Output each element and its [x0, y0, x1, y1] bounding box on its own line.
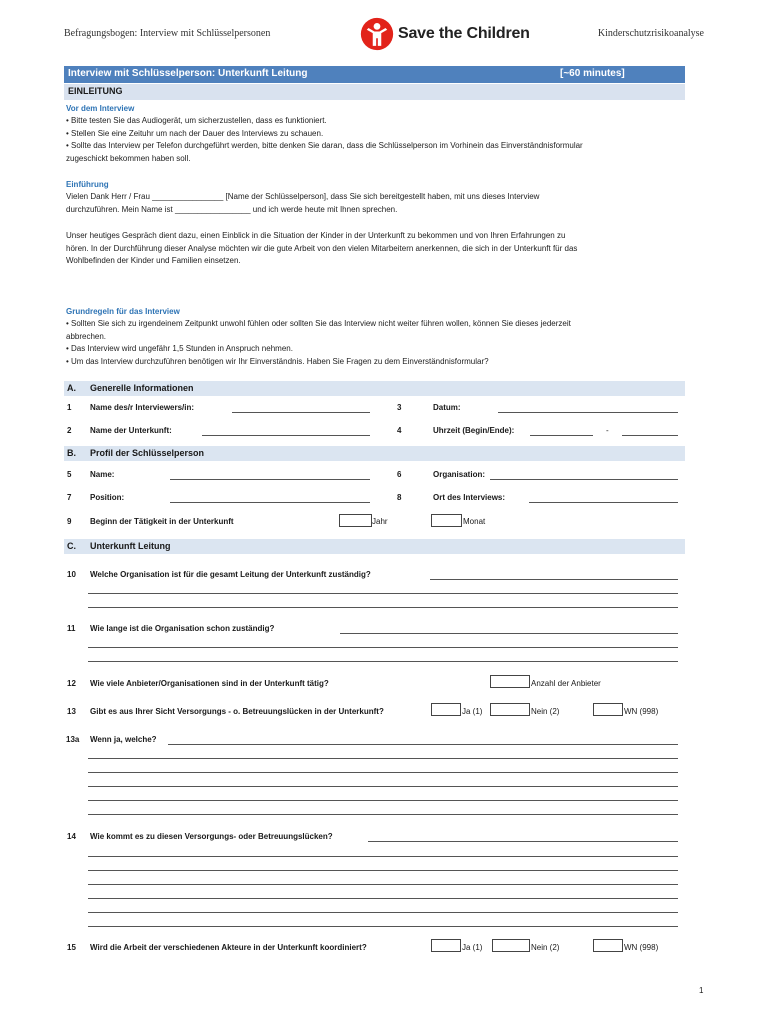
interview-title-bar: [64, 66, 685, 83]
q10-label: Welche Organisation ist für die gesamt Leitung der Unterkunft zuständig?: [90, 570, 371, 579]
section-b-bar: [64, 446, 685, 461]
text-line: hören. In der Durchführung dieser Analyse möchten wir die gute Arbeit von den vielen Mitarbeitern anerkennen, die sich in der Unterkunft für das: [66, 243, 578, 253]
q13-nein-label: Nein (2): [531, 707, 560, 716]
vor-dem-interview-list: [66, 115, 686, 165]
question-number: 8: [397, 493, 402, 502]
q14-label: Wie kommt es zu diesen Versorgungs- oder Betreuungslücken?: [90, 832, 333, 841]
q11-answer-line[interactable]: [88, 661, 678, 662]
q13-nein-checkbox[interactable]: [490, 703, 530, 716]
time-begin-field[interactable]: [530, 435, 593, 436]
start-year-box[interactable]: [339, 514, 372, 527]
q11-answer-line[interactable]: [88, 647, 678, 648]
q13-wn-checkbox[interactable]: [593, 703, 623, 716]
q13a-label: Wenn ja, welche?: [90, 735, 157, 744]
q14-answer-line[interactable]: [88, 912, 678, 913]
question-number: 4: [397, 426, 402, 435]
provider-count-box[interactable]: [490, 675, 530, 688]
save-the-children-emblem-icon: [360, 17, 394, 51]
start-month-box[interactable]: [431, 514, 462, 527]
q15-ja-checkbox[interactable]: [431, 939, 461, 952]
q15-wn-checkbox[interactable]: [593, 939, 623, 952]
q10-answer-line[interactable]: [88, 607, 678, 608]
person-name-label: Name:: [90, 470, 115, 479]
interview-location-field[interactable]: [529, 502, 678, 503]
list-item: abbrechen.: [66, 331, 107, 341]
q10-answer-line[interactable]: [430, 579, 678, 580]
q13a-answer-line[interactable]: [168, 744, 678, 745]
q14-answer-line[interactable]: [88, 898, 678, 899]
section-title: Profil der Schlüsselperson: [90, 448, 205, 458]
section-title: Generelle Informationen: [90, 383, 194, 393]
q15-nein-label: Nein (2): [531, 943, 560, 952]
section-letter: C.: [67, 541, 76, 551]
position-label: Position:: [90, 493, 125, 502]
q13a-answer-line[interactable]: [88, 772, 678, 773]
save-the-children-logo: [360, 16, 530, 52]
question-number: 1: [67, 403, 72, 412]
time-label: Uhrzeit (Begin/Ende):: [433, 426, 515, 435]
q14-answer-line[interactable]: [88, 856, 678, 857]
q13a-answer-line[interactable]: [88, 786, 678, 787]
question-number: 13: [67, 707, 76, 716]
section-letter: A.: [67, 383, 76, 393]
q13a-answer-line[interactable]: [88, 758, 678, 759]
person-name-field[interactable]: [170, 479, 370, 480]
q12-label: Wie viele Anbieter/Organisationen sind in der Unterkunft tätig?: [90, 679, 329, 688]
q14-answer-line[interactable]: [88, 870, 678, 871]
interview-duration: [~60 minutes]: [560, 68, 625, 79]
q15-ja-label: Ja (1): [462, 943, 483, 952]
question-number: 7: [67, 493, 72, 502]
section-title: Unterkunft Leitung: [90, 541, 171, 551]
list-item: • Um das Interview durchzuführen benötigen wir Ihr Einverständnis. Haben Sie Fragen zu dem Einverständnisformular?: [66, 356, 489, 366]
q15-wn-label: WN (998): [624, 943, 659, 952]
q11-label: Wie lange ist die Organisation schon zuständig?: [90, 624, 275, 633]
q13a-answer-line[interactable]: [88, 800, 678, 801]
q13-ja-checkbox[interactable]: [431, 703, 461, 716]
organisation-field[interactable]: [490, 479, 678, 480]
grundregeln-heading: Grundregeln für das Interview: [66, 307, 180, 316]
q11-answer-line[interactable]: [340, 633, 678, 634]
q14-answer-line[interactable]: [88, 884, 678, 885]
q15-nein-checkbox[interactable]: [492, 939, 530, 952]
time-dash: -: [606, 426, 609, 435]
question-number: 12: [67, 679, 76, 688]
list-item: • Bitte testen Sie das Audiogerät, um sicherzustellen, dass es funktioniert.: [66, 116, 327, 125]
list-item: zugeschickt bekommen haben soll.: [66, 153, 191, 163]
page-number: 1: [699, 986, 704, 995]
text-line: Wohlbefinden der Kinder und Familien einsetzen.: [66, 256, 241, 265]
date-label: Datum:: [433, 403, 461, 412]
interviewer-name-label: Name des/r Interviewers/in:: [90, 403, 195, 412]
list-item: • Sollte das Interview per Telefon durchgeführt werden, bitte denken Sie daran, dass die Schlüsselperson im Vorhinein das Einverständnisformular: [66, 141, 583, 150]
vor-dem-interview-heading: Vor dem Interview: [66, 104, 135, 113]
date-field[interactable]: [498, 412, 678, 413]
list-item: • Sollten Sie sich zu irgendeinem Zeitpunkt unwohl fühlen oder sollten Sie das Interview nicht weiter führen wollen, können Sie dieses jederzeit: [66, 319, 571, 328]
list-item: • Stellen Sie eine Zeituhr um nach der Dauer des Interviews zu schauen.: [66, 128, 324, 138]
start-of-work-label: Beginn der Tätigkeit in der Unterkunft: [90, 517, 234, 526]
q15-label: Wird die Arbeit der verschiedenen Akteure in der Unterkunft koordiniert?: [90, 943, 367, 952]
month-label: Monat: [463, 517, 486, 526]
text-line: durchzuführen. Mein Name ist _________________ und ich werde heute mit Ihnen sprechen.: [66, 204, 398, 214]
grundregeln-list: [66, 318, 686, 368]
text-line: Unser heutiges Gespräch dient dazu, einen Einblick in die Situation der Kinder in der Unterkunft zu bekommen und von Ihren Erfahrungen zu: [66, 231, 566, 240]
question-number: 3: [397, 403, 402, 412]
einfuehrung-text: [66, 191, 686, 216]
provider-count-label: Anzahl der Anbieter: [531, 679, 601, 688]
section-letter: B.: [67, 448, 76, 458]
list-item: • Das Interview wird ungefähr 1,5 Stunden in Anspruch nehmen.: [66, 344, 293, 353]
year-label: Jahr: [372, 517, 388, 526]
question-number: 11: [67, 624, 76, 633]
section-c-bar: [64, 539, 685, 554]
logo-text: Save the Children: [398, 25, 530, 42]
question-number: 13a: [66, 735, 80, 744]
shelter-name-label: Name der Unterkunft:: [90, 426, 172, 435]
question-number: 14: [67, 832, 76, 841]
q13-wn-label: WN (998): [624, 707, 659, 716]
einfuehrung-heading: Einführung: [66, 180, 109, 189]
q14-answer-line[interactable]: [88, 926, 678, 927]
q13-label: Gibt es aus Ihrer Sicht Versorgungs - o. Betreuungslücken in der Unterkunft?: [90, 707, 384, 716]
question-number: 2: [67, 426, 72, 435]
header-right-title: Kinderschutzrisikoanalyse: [597, 28, 704, 39]
q14-answer-line[interactable]: [368, 841, 678, 842]
section-a-bar: [64, 381, 685, 396]
interview-title: Interview mit Schlüsselperson: Unterkunft Leitung: [68, 68, 308, 79]
organisation-label: Organisation:: [433, 470, 486, 479]
question-number: 15: [67, 943, 76, 952]
einfuehrung-paragraph: [66, 230, 686, 268]
time-end-field[interactable]: [622, 435, 678, 436]
question-number: 6: [397, 470, 402, 479]
q13a-answer-line[interactable]: [88, 814, 678, 815]
intro-section-bar: EINLEITUNG: [64, 84, 685, 100]
interviewer-name-field[interactable]: [232, 412, 370, 413]
position-field[interactable]: [170, 502, 370, 503]
shelter-name-field[interactable]: [202, 435, 370, 436]
question-number: 10: [67, 570, 76, 579]
header-left-title: Befragungsbogen: Interview mit Schlüsselpersonen: [64, 28, 271, 39]
q10-answer-line[interactable]: [88, 593, 678, 594]
question-number: 5: [67, 470, 72, 479]
text-line: Vielen Dank Herr / Frau ________________ [Name der Schlüsselperson], dass Sie sich bereitgestellt haben, mit uns dieses Interview: [66, 192, 540, 201]
interview-location-label: Ort des Interviews:: [433, 493, 506, 502]
q13-ja-label: Ja (1): [462, 707, 483, 716]
question-number: 9: [67, 517, 72, 526]
